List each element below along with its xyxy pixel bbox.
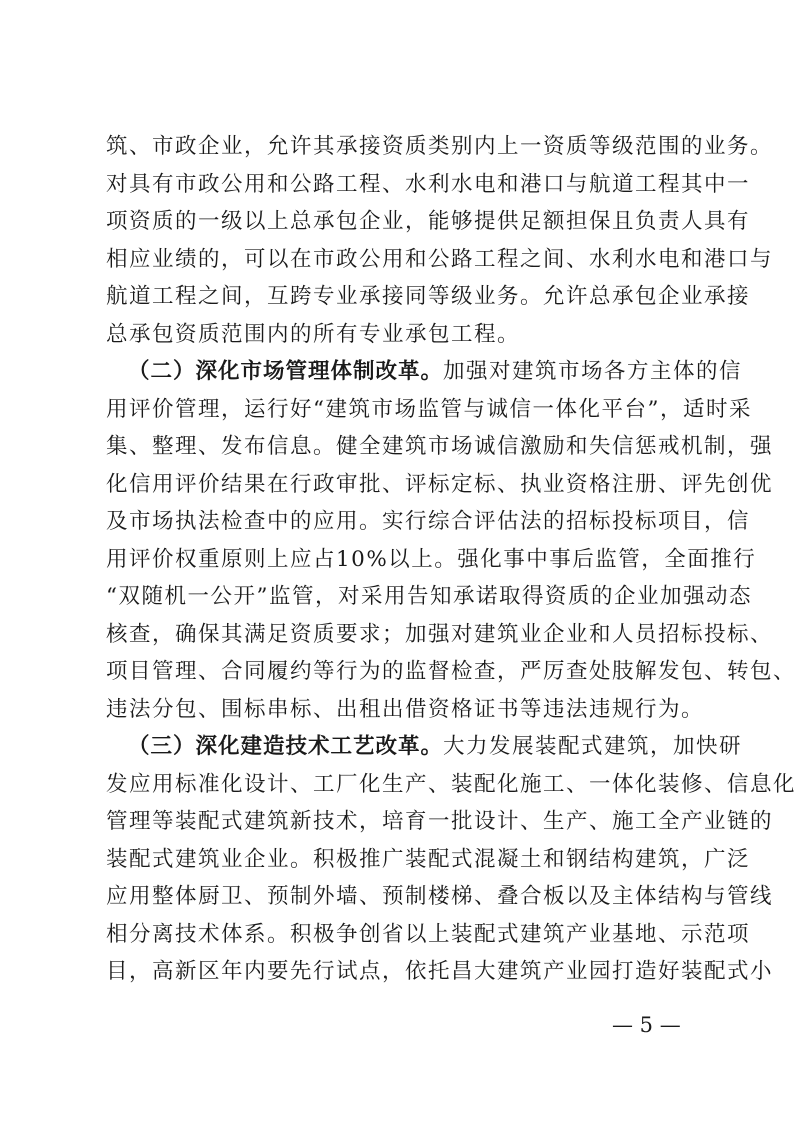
text-line [106, 728, 743, 766]
text-line: 管理等装配式建筑新技术，培育一批设计、生产、施工全产业链的 [106, 809, 774, 834]
paragraph-market-management [106, 353, 797, 728]
text-line: 化信用评价结果在行政审批、评标定标、执业资格注册、评先创优 [106, 471, 774, 497]
text-fragment: 加强对建筑市场各方主体的信 [443, 359, 743, 384]
text-line: 相分离技术体系。积极争创省以上装配式建筑产业基地、示范项 [106, 921, 751, 947]
text-line: 集、整理、发布信息。健全建筑市场诚信激励和失信惩戒机制，强 [106, 434, 774, 459]
text-fragment: 大力发展装配式建筑，加快研 [443, 734, 743, 759]
text-line: 用评价管理，运行好“建筑市场监管与诚信一体化平台”，适时采 [106, 396, 752, 422]
section-heading-construction-technology: （三）深化建造技术工艺改革。 [128, 734, 444, 759]
text-line: 目，高新区年内要先行试点，依托昌大建筑产业园打造好装配式小 [106, 959, 774, 984]
text-line: “双随机一公开”监管，对采用告知承诺取得资质的企业加强动态 [106, 584, 752, 609]
text-line: 项目管理、合同履约等行为的监督检查，严厉查处肢解发包、转包、 [106, 659, 797, 684]
text-line: 核查，确保其满足资质要求；加强对建筑业企业和人员招标投标、 [106, 621, 774, 647]
text-line: 发应用标准化设计、工厂化生产、装配化施工、一体化装修、信息化 [106, 771, 797, 797]
text-line: 应用整体厨卫、预制外墙、预制楼梯、叠合板以及主体结构与管线 [106, 884, 774, 909]
document-body [106, 128, 797, 991]
text-line: 筑、市政企业，允许其承接资质类别内上一资质等级范围的业务。 [106, 134, 774, 159]
section-heading-market-management: （二）深化市场管理体制改革。 [128, 359, 444, 384]
text-line: 及市场执法检查中的应用。实行综合评估法的招标投标项目，信 [106, 509, 751, 534]
text-line: 航道工程之间，互跨专业承接同等级业务。允许总承包企业承接 [106, 284, 751, 309]
text-line: 总承包资质范围内的所有专业承包工程。 [106, 321, 521, 347]
text-line: 用评价权重原则上应占10%以上。强化事中事后监管，全面推行 [106, 546, 757, 572]
paragraph-qualification [106, 128, 774, 353]
page-number: — 5 — [612, 1013, 681, 1037]
text-line: 装配式建筑业企业。积极推广装配式混凝土和钢结构建筑，广泛 [106, 846, 751, 872]
paragraph-construction-technology [106, 728, 797, 991]
text-line [106, 353, 743, 391]
text-line: 项资质的一级以上总承包企业，能够提供足额担保且负责人具有 [106, 209, 751, 234]
text-line: 对具有市政公用和公路工程、水利水电和港口与航道工程其中一 [106, 171, 751, 197]
text-line: 违法分包、围标串标、出租出借资格证书等违法违规行为。 [106, 696, 705, 722]
text-line: 相应业绩的，可以在市政公用和公路工程之间、水利水电和港口与 [106, 246, 774, 272]
